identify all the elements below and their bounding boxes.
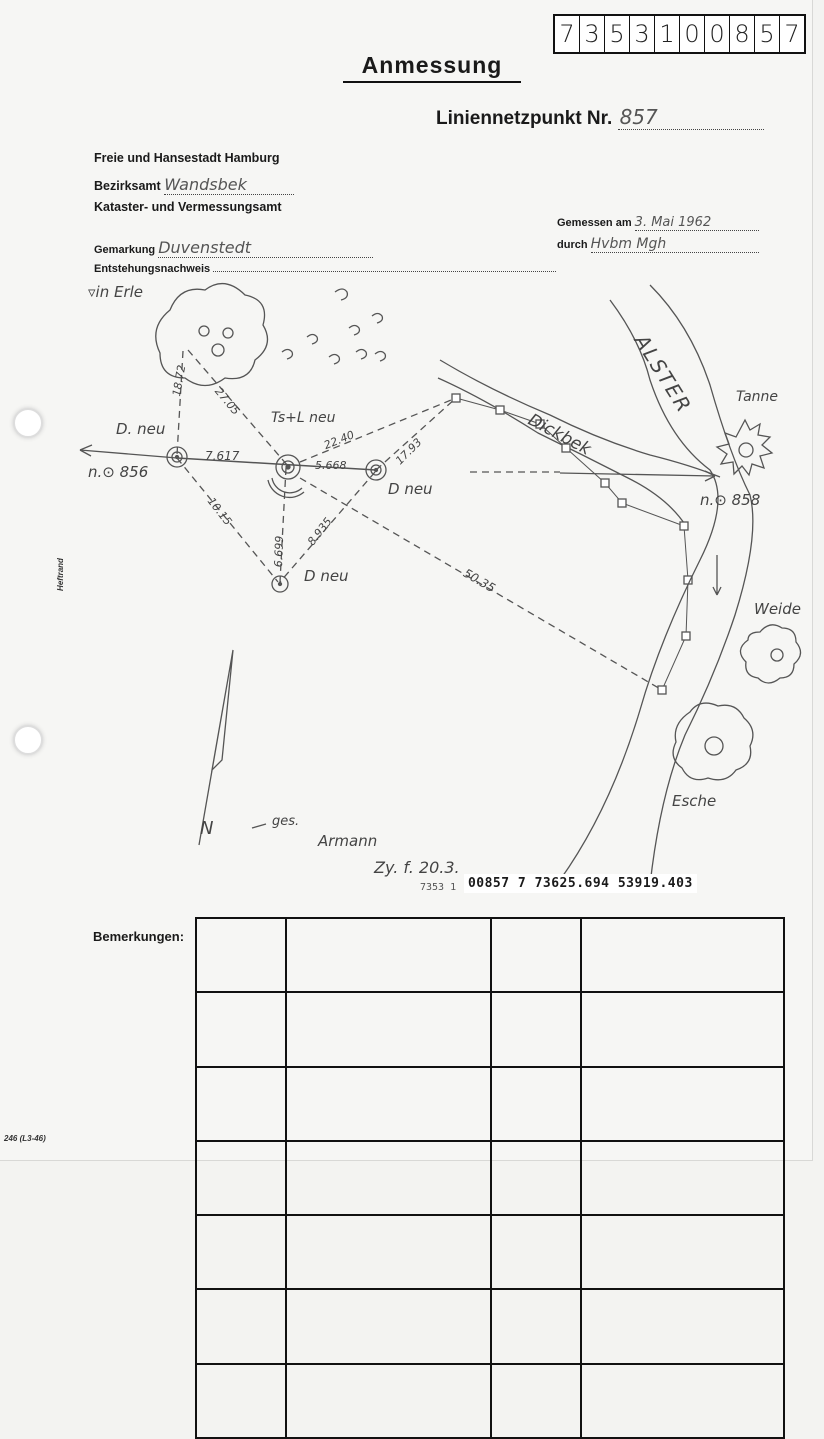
table-cell[interactable] bbox=[491, 1067, 581, 1141]
table-cell[interactable] bbox=[491, 1364, 581, 1438]
table-cell[interactable] bbox=[286, 1289, 491, 1363]
coordinate-values: 00857 7 73625.694 53919.403 bbox=[464, 874, 697, 893]
table-cell[interactable] bbox=[581, 1141, 784, 1215]
esche-label: Esche bbox=[672, 792, 717, 810]
authority-line-3: Kataster- und Vermessungsamt bbox=[94, 200, 282, 214]
point-number-value: 857 bbox=[618, 105, 764, 130]
heftrand-label: Heftrand bbox=[55, 558, 65, 591]
distance-label: 50.35 bbox=[461, 566, 498, 596]
punch-hole bbox=[13, 408, 43, 438]
id-digit: 8 bbox=[730, 16, 755, 52]
north-arrow-icon bbox=[199, 650, 233, 845]
table-row bbox=[196, 1364, 784, 1438]
table-cell[interactable] bbox=[286, 1215, 491, 1289]
id-digit: 7 bbox=[784, 20, 800, 48]
signature: Armann bbox=[318, 832, 378, 850]
table-cell[interactable] bbox=[286, 992, 491, 1066]
table-row bbox=[196, 918, 784, 992]
id-digit: 0 bbox=[680, 16, 705, 52]
tanne-label: Tanne bbox=[736, 389, 779, 405]
remarks-table bbox=[195, 917, 785, 1439]
table-row bbox=[196, 1141, 784, 1215]
bezirksamt-label: Bezirksamt bbox=[94, 179, 161, 193]
n858-label: n.⊙ 858 bbox=[700, 491, 761, 509]
table-cell[interactable] bbox=[581, 1364, 784, 1438]
table-row bbox=[196, 1289, 784, 1363]
id-digit: 7 bbox=[555, 16, 580, 52]
d-neu-left-label: D. neu bbox=[116, 420, 166, 438]
distance-label: 17.93 bbox=[393, 435, 425, 468]
handwritten-note: Zy. f. 20.3. bbox=[374, 858, 460, 877]
table-cell[interactable] bbox=[286, 1141, 491, 1215]
authority-line-1: Freie und Hansestadt Hamburg bbox=[94, 151, 280, 165]
ts-l-neu-label: Ts+L neu bbox=[271, 410, 336, 426]
gemarkung-value: Duvenstedt bbox=[158, 238, 373, 258]
table-cell[interactable] bbox=[196, 1141, 286, 1215]
table-cell[interactable] bbox=[491, 992, 581, 1066]
id-digit: 1 bbox=[655, 16, 680, 52]
table-cell[interactable] bbox=[581, 1215, 784, 1289]
id-digit: 0 bbox=[705, 16, 730, 52]
id-digit: 3 bbox=[630, 16, 655, 52]
measured-by-label: durch bbox=[557, 239, 588, 251]
id-digit: 5 bbox=[605, 16, 630, 52]
distance-label: 7.617 bbox=[205, 449, 240, 463]
distance-label: 22.40 bbox=[322, 428, 357, 453]
distance-label: 27.05 bbox=[212, 385, 243, 418]
distance-label: 6.699 bbox=[272, 535, 287, 568]
dickbek-label: Dickbek bbox=[524, 410, 595, 460]
esche-tree-icon bbox=[673, 703, 753, 780]
erle-tree-icon bbox=[156, 284, 268, 386]
coordinate-line bbox=[420, 876, 697, 893]
measured-date: 3. Mai 1962 bbox=[635, 215, 759, 231]
north-label: N bbox=[200, 818, 214, 839]
ges-label: ges. bbox=[272, 814, 300, 829]
table-cell[interactable] bbox=[286, 918, 491, 992]
bemerkungen-label: Bemerkungen: bbox=[93, 929, 185, 944]
table-cell[interactable] bbox=[196, 1364, 286, 1438]
weide-label: Weide bbox=[754, 600, 801, 618]
d-neu-bottom-label: D neu bbox=[304, 567, 349, 585]
id-digit: 3 bbox=[580, 16, 605, 52]
bezirksamt-value: Wandsbek bbox=[164, 175, 294, 195]
tanne-tree-icon bbox=[717, 420, 772, 475]
erle-label: ▿in Erle bbox=[88, 283, 144, 301]
table-cell[interactable] bbox=[196, 1289, 286, 1363]
table-cell[interactable] bbox=[196, 992, 286, 1066]
table-cell[interactable] bbox=[581, 992, 784, 1066]
measured-by-value: Hvbm Mgh bbox=[591, 236, 759, 253]
id-digit: 5 bbox=[755, 16, 780, 52]
table-cell[interactable] bbox=[286, 1364, 491, 1438]
table-row bbox=[196, 1215, 784, 1289]
point-number-label: Liniennetzpunkt Nr. bbox=[436, 108, 613, 129]
entstehung-label: Entstehungsnachweis bbox=[94, 263, 211, 275]
distance-label: 8.935 bbox=[305, 515, 335, 549]
table-cell[interactable] bbox=[581, 1067, 784, 1141]
distance-label: 18.72 bbox=[170, 363, 189, 398]
form-number: 246 (L3-46) bbox=[4, 1134, 46, 1143]
table-cell[interactable] bbox=[196, 1067, 286, 1141]
table-cell[interactable] bbox=[491, 1141, 581, 1215]
distance-label: 5.668 bbox=[315, 459, 347, 472]
table-row bbox=[196, 1067, 784, 1141]
table-cell[interactable] bbox=[581, 918, 784, 992]
n856-label: n.⊙ 856 bbox=[88, 463, 149, 481]
measured-label: Gemessen am bbox=[557, 217, 632, 229]
table-cell[interactable] bbox=[491, 1289, 581, 1363]
distance-label: 10.15 bbox=[204, 495, 235, 528]
punch-hole bbox=[13, 725, 43, 755]
page-title: Anmessung bbox=[343, 52, 521, 83]
table-cell[interactable] bbox=[286, 1067, 491, 1141]
table-cell[interactable] bbox=[491, 918, 581, 992]
d-neu-right-label: D neu bbox=[388, 480, 433, 498]
table-cell[interactable] bbox=[491, 1215, 581, 1289]
table-cell[interactable] bbox=[196, 1215, 286, 1289]
coordinate-prefix: 7353 1 bbox=[420, 882, 457, 893]
table-cell[interactable] bbox=[581, 1289, 784, 1363]
table-cell[interactable] bbox=[196, 918, 286, 992]
table-row bbox=[196, 992, 784, 1066]
alster-label: ALSTER bbox=[629, 330, 697, 418]
gemarkung-label: Gemarkung bbox=[94, 244, 156, 256]
